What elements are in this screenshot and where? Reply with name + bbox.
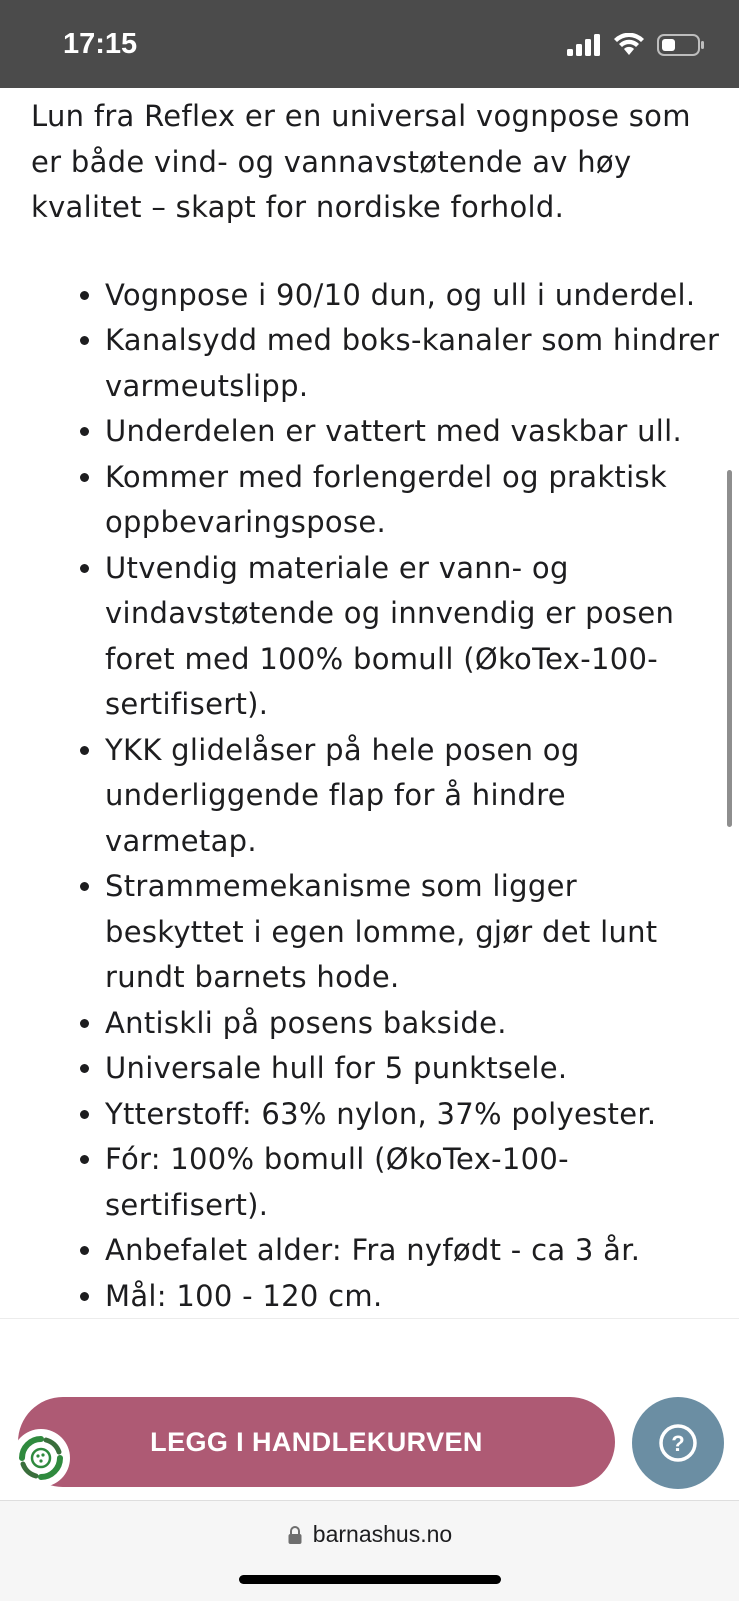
help-icon	[658, 1423, 698, 1463]
add-to-cart-button[interactable]	[18, 1397, 615, 1487]
cellular-signal-icon	[567, 34, 601, 56]
list-item: • Utvendig materiale er vann- og vindavstøtende og innvendig er posen foret med 100% bomull (ØkoTex-100-sertifisert).	[105, 546, 721, 728]
intro-text: Lun fra Reflex er en universal vognpose som er både vind- og vannavstøtende av høy kvalitet – skapt for nordiske forhold.	[31, 99, 691, 224]
list-item: • Strammemekanisme som ligger beskyttet i egen lomme, gjør det lunt rundt barnets hode.	[105, 864, 721, 1001]
list-item: • Mål: 100 - 120 cm.	[105, 1274, 721, 1320]
list-item: • Fór: 100% bomull (ØkoTex-100-sertifisert).	[105, 1137, 721, 1228]
home-indicator[interactable]	[239, 1575, 501, 1584]
list-item: • Vognpose i 90/10 dun, og ull i underdel.	[105, 273, 721, 319]
battery-icon	[657, 33, 705, 57]
list-item: • Kommer med forlengerdel og praktisk oppbevaringspose.	[105, 455, 721, 546]
feature-list	[31, 273, 721, 1320]
status-icons	[567, 33, 705, 57]
status-time: 17:15	[63, 28, 138, 60]
help-button[interactable]	[632, 1397, 724, 1489]
browser-address-bar	[0, 1500, 739, 1601]
list-item: • YKK glidelåser på hele posen og underliggende flap for å hindre varmetap.	[105, 728, 721, 865]
add-to-cart-label: LEGG I HANDLEKURVEN	[150, 1426, 483, 1457]
status-bar	[0, 0, 739, 88]
help-glyph: ?	[671, 1431, 685, 1456]
bottom-action-bar	[0, 1318, 739, 1501]
list-item: • Antiskli på posens bakside.	[105, 1001, 721, 1047]
lock-icon	[287, 1525, 303, 1545]
list-item: • Universale hull for 5 punktsele.	[105, 1046, 721, 1092]
eco-badge-icon	[10, 1427, 72, 1489]
wifi-icon	[613, 33, 645, 57]
list-item: • Anbefalet alder: Fra nyfødt - ca 3 år.	[105, 1228, 721, 1274]
url-display[interactable]	[0, 1521, 739, 1548]
list-item: • Underdelen er vattert med vaskbar ull.	[105, 409, 721, 455]
scroll-indicator[interactable]	[727, 470, 732, 827]
list-item: • Ytterstoff: 63% nylon, 37% polyester.	[105, 1092, 721, 1138]
product-description	[31, 94, 721, 1319]
url-text: barnashus.no	[312, 1521, 453, 1547]
list-item: • Kanalsydd med boks-kanaler som hindrer varmeutslipp.	[105, 318, 721, 409]
